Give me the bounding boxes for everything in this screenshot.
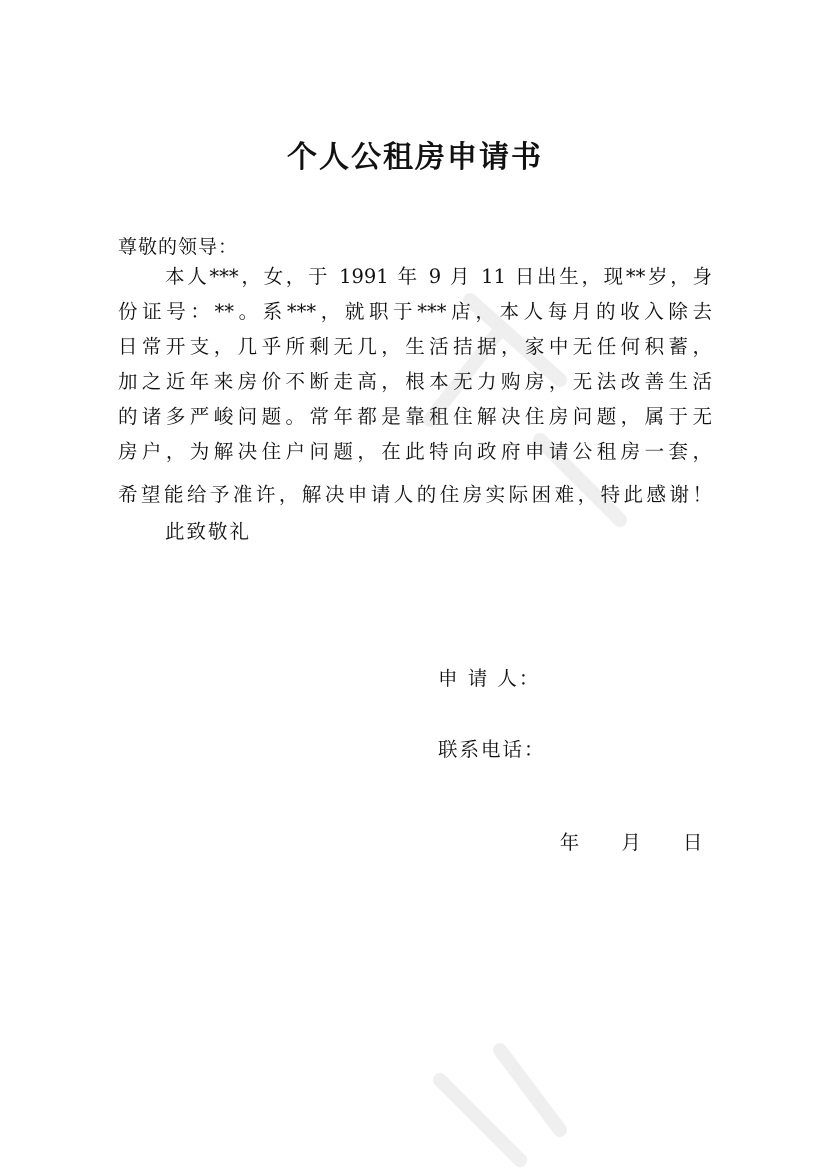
body-line: 房户，为解决住户问题，在此特向政府申请公租房一套， bbox=[118, 440, 712, 463]
date-month: 月 bbox=[621, 831, 641, 854]
applicant-label: 申 请 人： bbox=[438, 667, 541, 690]
salutation: 尊敬的领导： bbox=[118, 236, 239, 258]
body-line: 的诸多严峻问题。常年都是靠租住解决住房问题，属于无 bbox=[118, 405, 712, 428]
body-line: 日常开支，几乎所剩无几，生活拮据，家中无任何积蓄， bbox=[118, 335, 712, 358]
body-line: 本人***，女，于 1991 年 9 月 11 日出生，现**岁，身 bbox=[165, 265, 712, 288]
date-year: 年 bbox=[559, 831, 580, 854]
body-line: 加之近年来房价不断走高，根本无力购房，无法改善生活 bbox=[118, 370, 712, 393]
document-title: 个人公租房申请书 bbox=[287, 140, 543, 175]
date-day: 日 bbox=[682, 831, 703, 854]
phone-label: 联系电话： bbox=[438, 738, 546, 761]
body-line: 份证号：**。系***，就职于***店，本人每月的收入除去 bbox=[118, 300, 712, 323]
date-line bbox=[535, 804, 702, 878]
body-line: 希望能给予准许，解决申请人的住房实际困难，特此感谢！ bbox=[118, 483, 712, 506]
closing-phrase: 此致敬礼 bbox=[165, 520, 252, 543]
